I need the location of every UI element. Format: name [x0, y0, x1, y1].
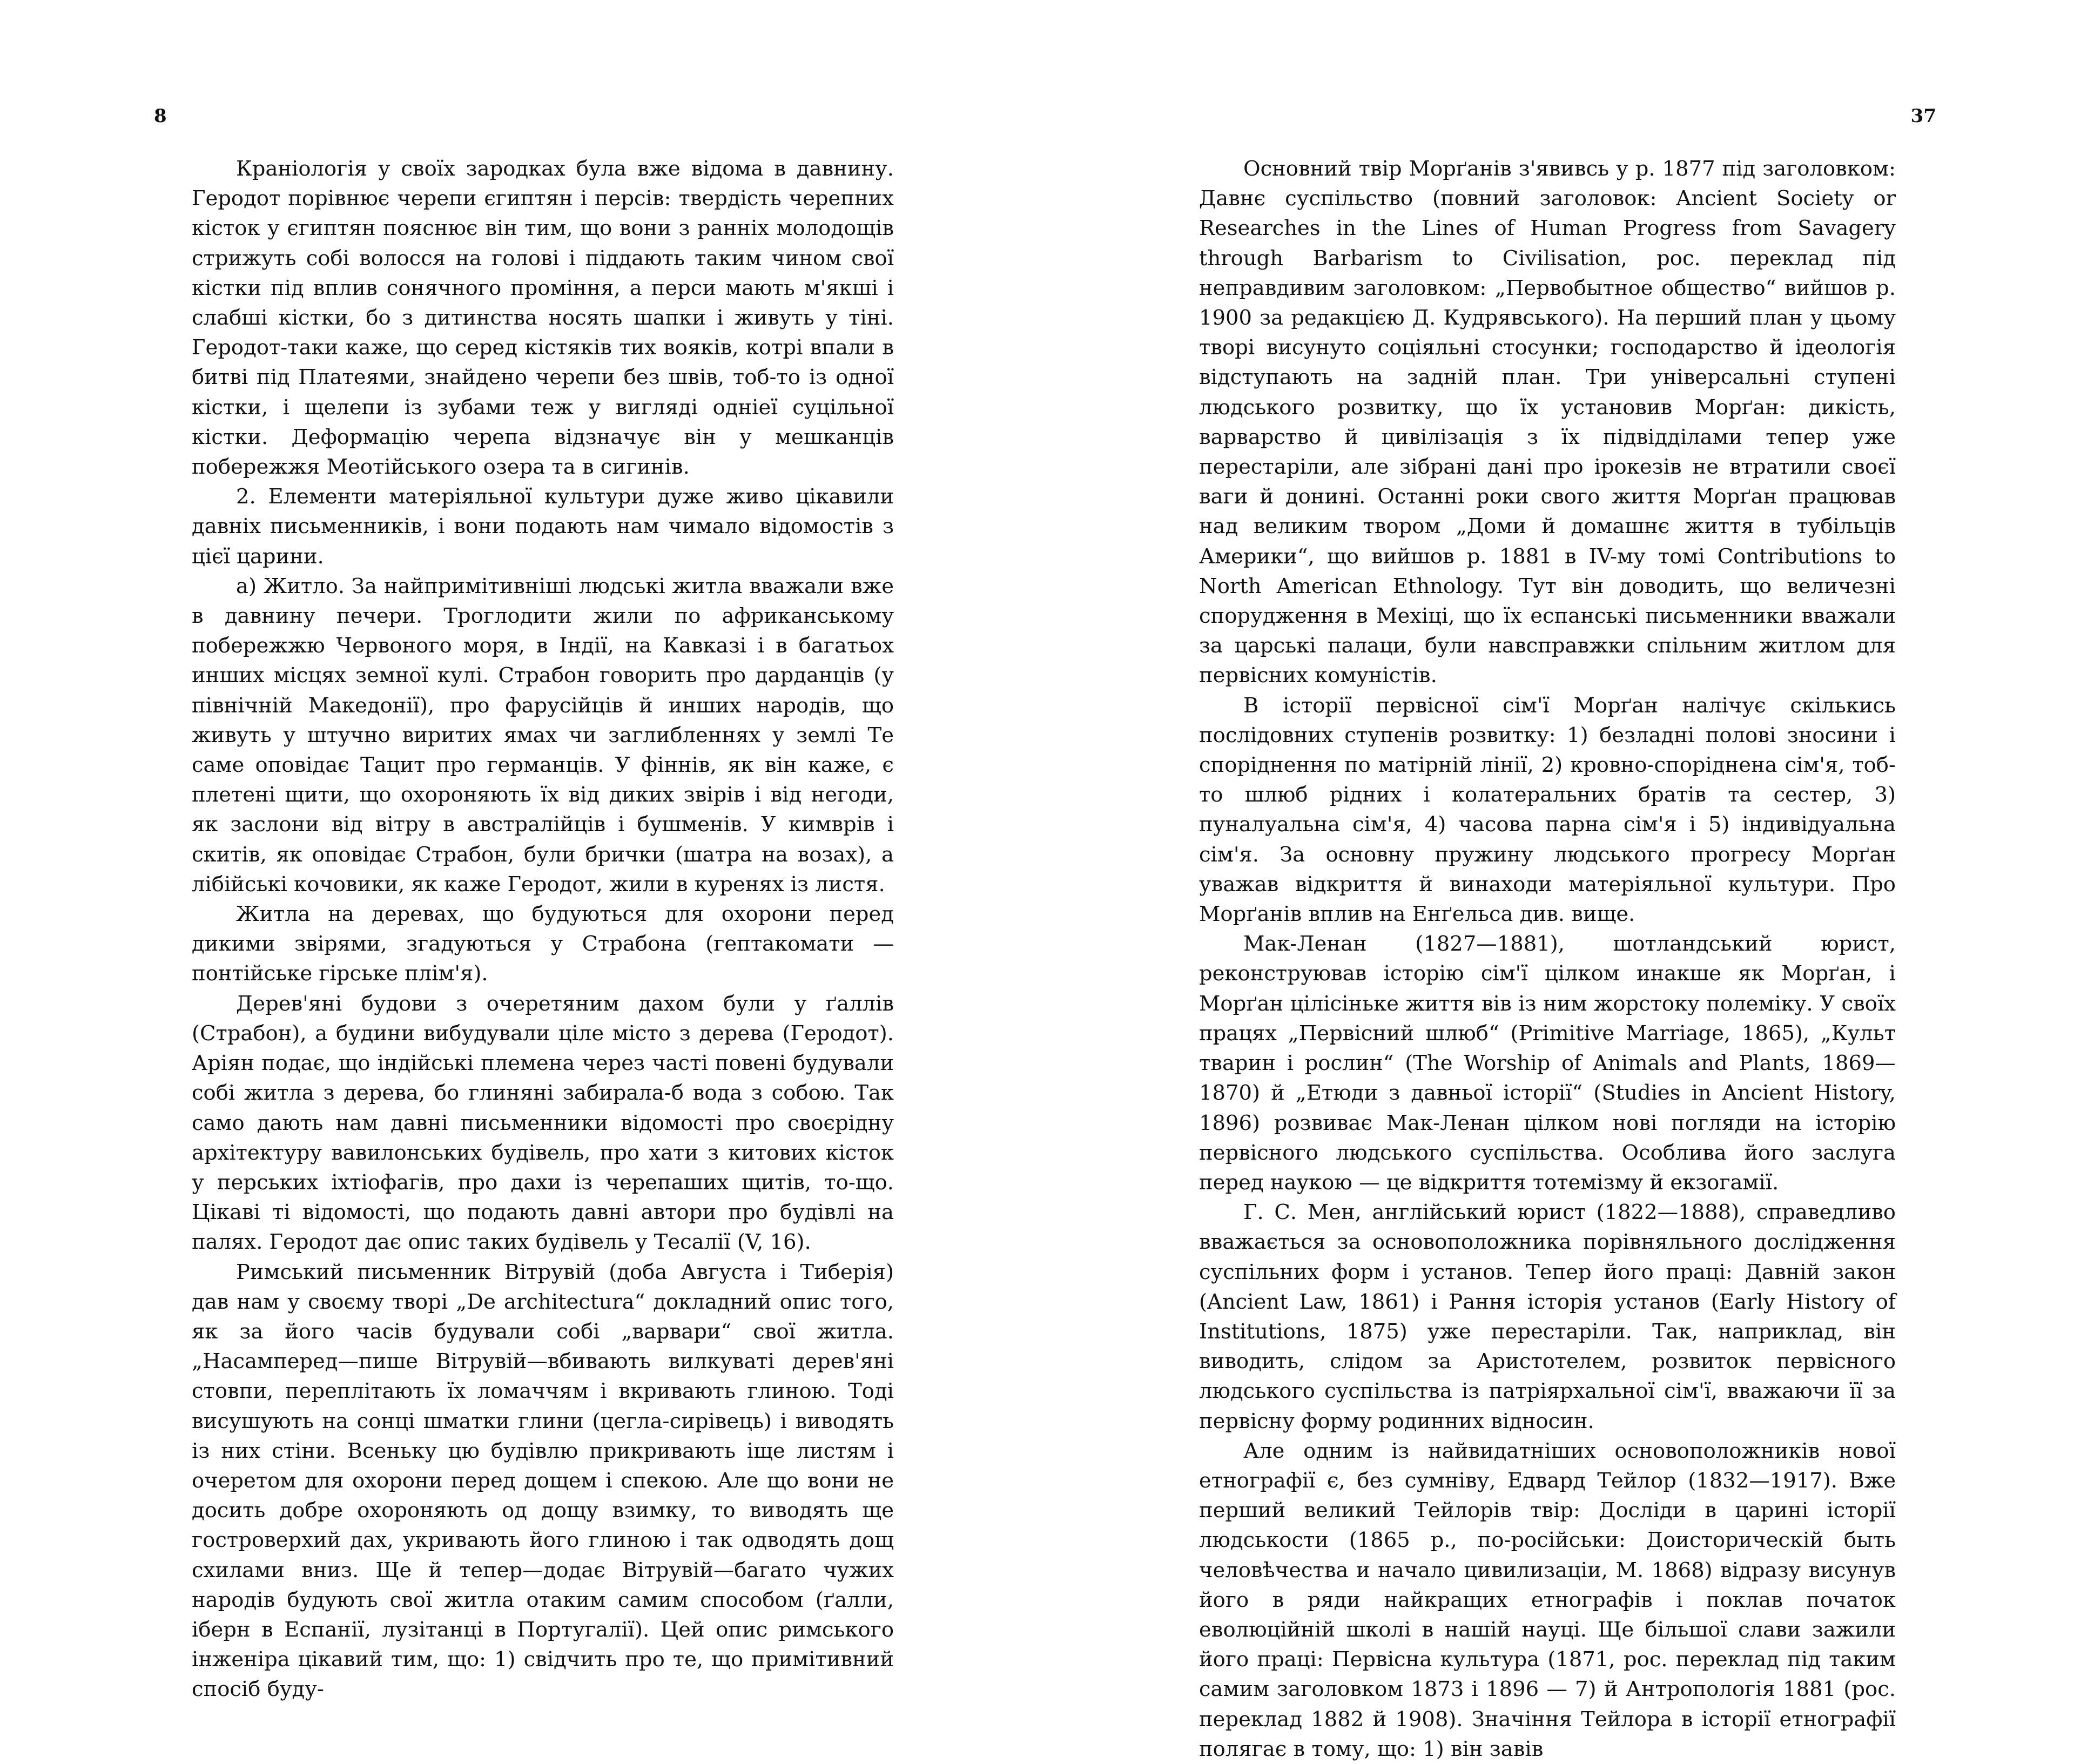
- paragraph: Римський письменник Вітрувій (доба Августа і Тиберія) дав нам у своєму творі „De architectura“ докладний опис того, як за його часів будували собі „варвари“ свої житла. „Насамперед—пише Вітрувій—вбивають вилкуваті дерев'яні стовпи, переплітають їх ломаччям і вкривають глиною. Тоді висушують на сонці шматки глини (цегла-сирівець) і виводять із них стіни. Всеньку цю будівлю прикривають іще листям і очеретом для охорони перед дощем і спекою. Але що вони не досить добре охороняють од дощу взимку, то виводять ще гостроверхий дах, укривають його глиною і так одводять дощ схилами вниз. Ще й тепер—додає Вітрувій—багато чужих народів будують свої житла отаким самим способом (ґалли, іберн в Еспанії, лузітанці в Португалії). Цей опис римського інженіра цікавий тим, що: 1) свідчить про те, що примітивний спосіб буду-: [192, 1260, 894, 1702]
- paragraph: Дерев'яні будови з очеретяним дахом були у ґаллів (Страбон), а будини вибудували ціле місто з дерева (Геродот). Аріян подає, що індійські племена через часті повені будували собі житла з дерева, бо глиняні забирала-б вода з собою. Так само дають нам давні письменники відомості про своєрідну архітектуру вавилонських будівель, про хати з китових кісток у перських іхтіофагів, про дахи із черепаших щитів, то-що. Цікаві ті відомості, що подають давні автори про будівлі на палях. Геродот дає опис таких будівель у Тесалії (V, 16).: [192, 991, 894, 1255]
- paragraph: а) Житло. За найпримітивніші людські житла вважали вже в давнину печери. Троглодити жили по африканському побережжю Червоного моря, в Індії, на Кавказі і в багатьох инших місцях земної кулі. Страбон говорить про дарданців (у північній Македонії), про фарусійців й инших народів, що живуть у штучно виритих ямах чи заглибленнях у землі Те саме оповідає Тацит про германців. У фіннів, як він каже, є плетені щити, що охороняють їх від диких звірів і від негоди, як заслони від вітру в австралійців і бушменів. У кимврів і скитів, як оповідає Страбон, були брички (шатра на возах), а лібійські кочовики, як каже Геродот, жили в куренях із листя.: [192, 574, 894, 897]
- paragraph: Г. С. Мен, англійський юрист (1822—1888), справедливо вважається за основоположника порівняльного дослідження суспільних форм і установ. Тепер його праці: Давній закон (Ancient Law, 1861) і Рання історія установ (Early History of Institutions, 1875) уже перестаріли. Так, наприклад, він виводить, слідом за Аристотелем, розвиток первісного людського суспільства із патріярхальної сім'ї, вважаючи її за первісну форму родинних відносин.: [1199, 1200, 1896, 1433]
- paragraph: Житла на деревах, що будуються для охорони перед дикими звірями, згадуються у Страбона (гептакомати — понтійське гірське плім'я).: [192, 902, 894, 986]
- text-block: [1199, 154, 1896, 1764]
- paragraph: 2. Елементи матеріяльної культури дуже живо цікавили давніх письменників, і вони подають нам чимало відомостів з цієї царини.: [192, 484, 894, 569]
- paragraph: Мак-Ленан (1827—1881), шотландський юрист, реконструював історію сім'ї цілком инакше як Морґан, і Морґан цілісіньке життя вів із ним жорстоку полеміку. У своїх працях „Первісний шлюб“ (Primitive Marriage, 1865), „Культ тварин і рослин“ (The Worship of Animals and Plants, 1869—1870) й „Етюди з давньої історії“ (Studies in Ancient History, 1896) розвиває Мак-Ленан цілком нові погляди на історію первісного людського суспільства. Особлива його заслуга перед наукою — це відкриття тотемізму й екзогамії.: [1199, 932, 1896, 1195]
- page-number: 8: [154, 105, 167, 127]
- right-page: [1037, 0, 2074, 1761]
- text-block: [192, 154, 894, 1705]
- paragraph: Основний твір Морґанів з'явивсь у р. 1877 під заголовком: Давнє суспільство (повний заголовок: Ancient Society or Researches in the Lines of Human Progress from Savagery through Barbarism to Civilisation, рос. переклад під неправдивим заголовком: „Первобытное общество“ вийшов р. 1900 за редакцією Д. Кудрявського). На перший план у цьому творі висунуто соціяльні стосунки; господарство й ідеологія відступають на задній план. Три універсальні ступені людського розвитку, що їх установив Морґан: дикість, варварство й цивілізація з їх підвідділами тепер уже перестаріли, але зібрані дані про ірокезів не втратили своєї ваги й донині. Останні роки свого життя Морґан працював над великим твором „Доми й домашнє життя в тубільців Америки“, що вийшов р. 1881 в IV-му томі Contributions to North American Ethnology. Тут він доводить, що величезні спорудження в Мехіці, що їх еспанські письменники вважали за царські палаци, були навсправжки спільним житлом для первісних комуністів.: [1199, 157, 1896, 688]
- paragraph: В історії первісної сім'ї Морґан налічує скількись послідовних ступенів розвитку: 1) безладні полові зносини і споріднення по матірній лінії, 2) кровно-споріднена сім'я, тоб-то шлюб рідних і колатеральних братів та сестер, 3) пуналуальна сім'я, 4) часова парна сім'я і 5) індивідуальна сім'я. За основну пружину людського прогресу Морґан уважав відкриття й винаходи матеріяльної культури. Про Морґанів вплив на Енґельса див. вище.: [1199, 693, 1896, 927]
- left-page: [0, 0, 1037, 1702]
- page-number: 37: [1910, 105, 1936, 127]
- paragraph: Але одним із найвидатніших основоположників нової етнографії є, без сумніву, Едвард Тейлор (1832—1917). Вже перший великий Тейлорів твір: Досліди в царині історії людськости (1865 р., по-російськи: Доисторическій быть человѣчества и начало цивилизаціи, М. 1868) відразу висунув його в ряди найкращих етнографів і поклав початок еволюційній школі в нашій науці. Ще більшої слави зажили його праці: Первісна культура (1871, рос. переклад під таким самим заголовком 1873 і 1896 — 7) й Антропологія 1881 (рос. переклад 1882 й 1908). Значіння Тейлора в історії етнографії полягає в тому, що: 1) він завів: [1199, 1438, 1896, 1761]
- paragraph: Краніологія у своїх зародках була вже відома в давнину. Геродот порівнює черепи єгиптян і персів: твердість черепних кісток у єгиптян пояснює він тим, що вони з ранніх молодощів стрижуть собі волосся на голові і піддають таким чином свої кістки під вплив сонячного проміння, а перси мають м'якші і слабші кістки, бо з дитинства носять шапки і живуть у тіні. Геродот-таки каже, що серед кістяків тих вояків, котрі впали в битві під Платеями, знайдено черепи без швів, тоб-то із одної кістки, і щелепи із зубами теж у вигляді одніеї суцільної кістки. Деформацію черепа відзначує він у мешканців побережжя Меотійського озера та в сигинів.: [192, 157, 894, 480]
